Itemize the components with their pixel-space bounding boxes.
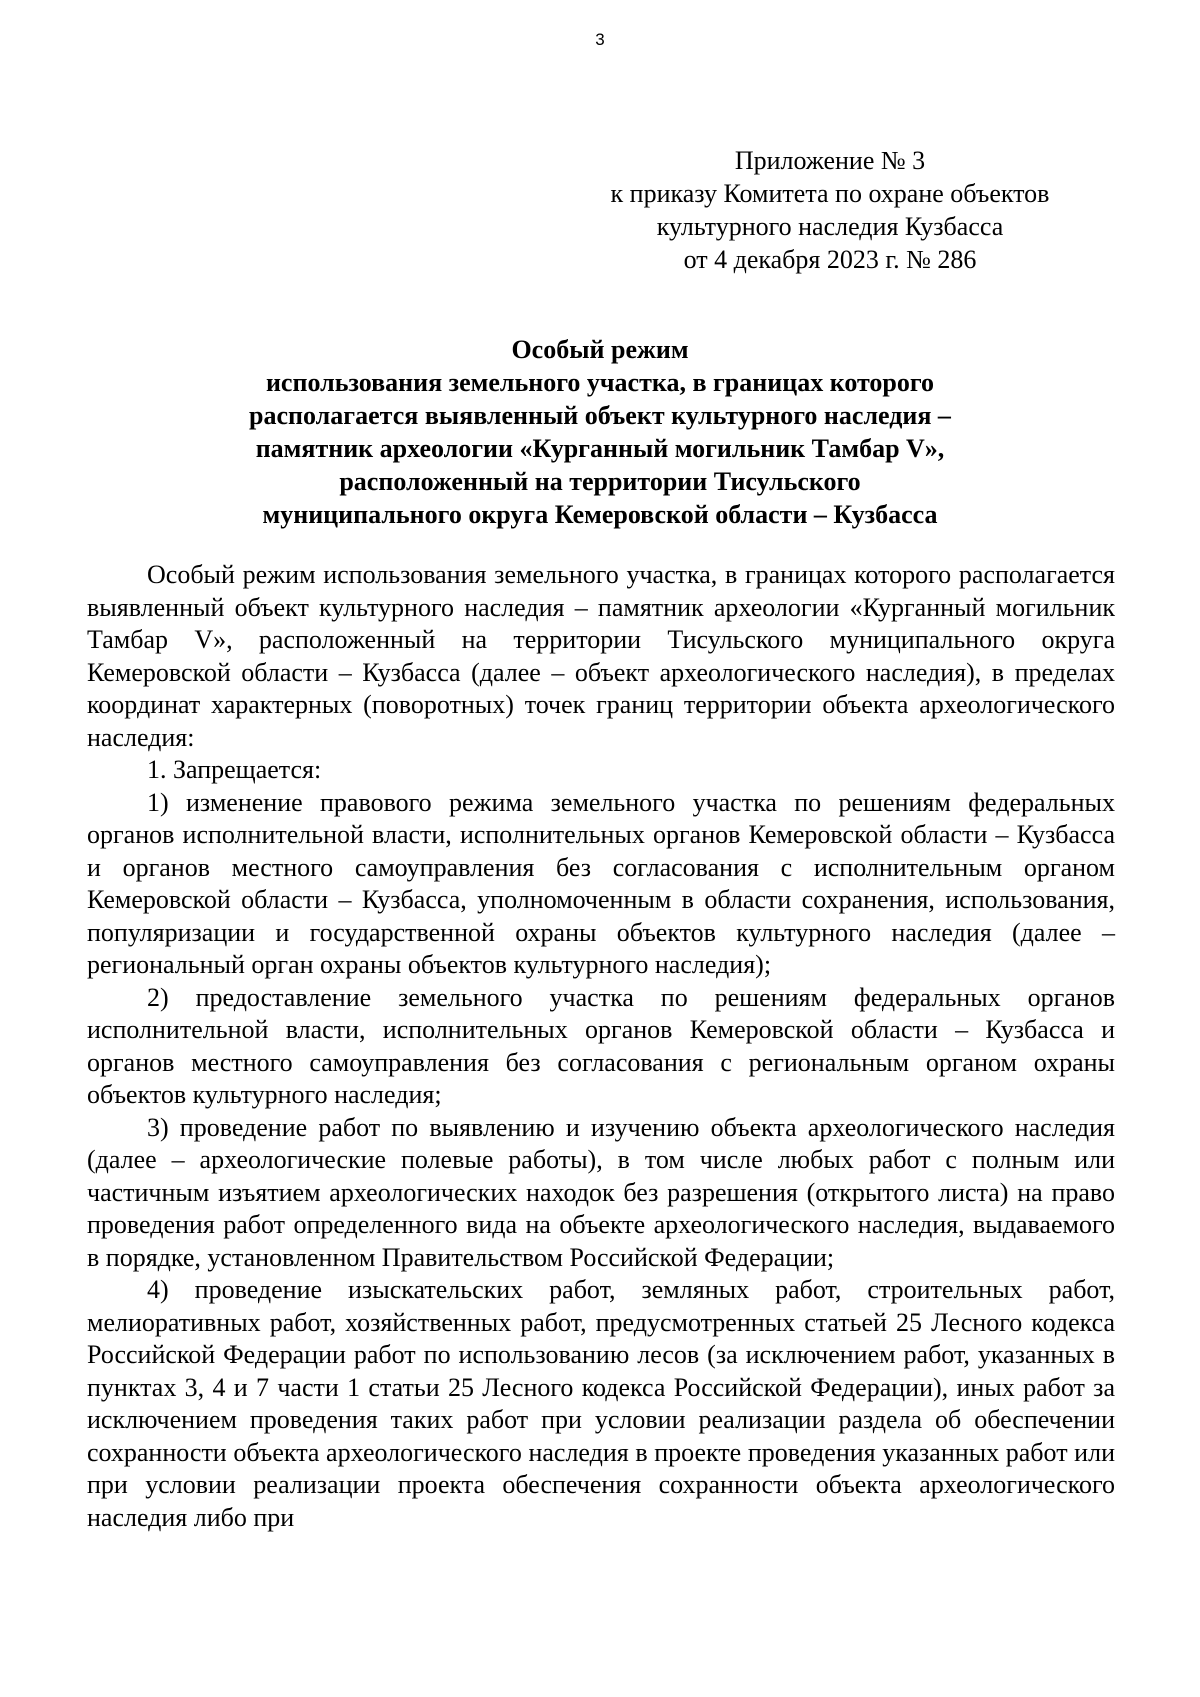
title-line: муниципального округа Кемеровской области – Кузбасса [262, 500, 938, 529]
list-item: 2) предоставление земельного участка по решениям федеральных органов исполнительной власти, исполнительных органов Кемеровской области – Кузбасса и органов местного самоуправления без согласования с региональным органом охраны объектов культурного наследия; [87, 982, 1115, 1109]
document-body [87, 559, 1115, 1534]
section-heading: 1. Запрещается: [147, 755, 322, 784]
annex-line: от 4 декабря 2023 г. № 286 [683, 245, 977, 274]
list-item: 1) изменение правового режима земельного участка по решениям федеральных органов исполнительной власти, исполнительных органов Кемеровской области – Кузбасса и органов местного самоуправления без согласования с исполнительным органом Кемеровской области – Кузбасса, уполномоченным в области сохранения, использования, популяризации и государственной охраны объектов культурного наследия (далее – региональный орган охраны объектов культурного наследия); [87, 787, 1115, 979]
list-item: 3) проведение работ по выявлению и изучению объекта археологического наследия (далее – археологические полевые работы), в том числе любых работ с полным или частичным изъятием археологических находок без разрешения (открытого листа) на право проведения работ определенного вида на объекте археологического наследия, выдаваемого в порядке, установленном Правительством Российской Федерации; [87, 1112, 1115, 1272]
annex-line: культурного наследия Кузбасса [656, 212, 1004, 241]
annex-line: к приказу Комитета по охране объектов [610, 179, 1050, 208]
list-item: 4) проведение изыскательских работ, земляных работ, строительных работ, мелиоративных работ, хозяйственных работ, предусмотренных статьей 25 Лесного кодекса Российской Федерации работ по использованию лесов (за исключением работ, указанных в пунктах 3, 4 и 7 части 1 статьи 25 Лесного кодекса Российской Федерации), иных работ за исключением проведения таких работ при условии реализации раздела об обеспечении сохранности объекта археологического наследия в проекте проведения указанных работ или при условии реализации проекта обеспечения сохранности объекта археологического наследия либо при [87, 1275, 1115, 1532]
title-line: Особый режим [511, 335, 689, 364]
title-line: памятник археологии «Курганный могильник Тамбар V», [255, 434, 945, 463]
page-number: 3 [595, 30, 605, 49]
annex-header [580, 144, 1080, 276]
document-title [0, 333, 1200, 531]
title-line: располагается выявленный объект культурного наследия – [249, 401, 951, 430]
annex-line: Приложение № 3 [734, 146, 926, 175]
intro-paragraph: Особый режим использования земельного участка, в границах которого располагается выявленный объект культурного наследия – памятник археологии «Курганный могильник Тамбар V», расположенный на территории Тисульского муниципального округа Кемеровской области – Кузбасса (далее – объект археологического наследия), в пределах координат характерных (поворотных) точек границ территории объекта археологического наследия: [87, 560, 1115, 752]
title-line: использования земельного участка, в границах которого [265, 368, 935, 397]
title-line: расположенный на территории Тисульского [339, 467, 861, 496]
